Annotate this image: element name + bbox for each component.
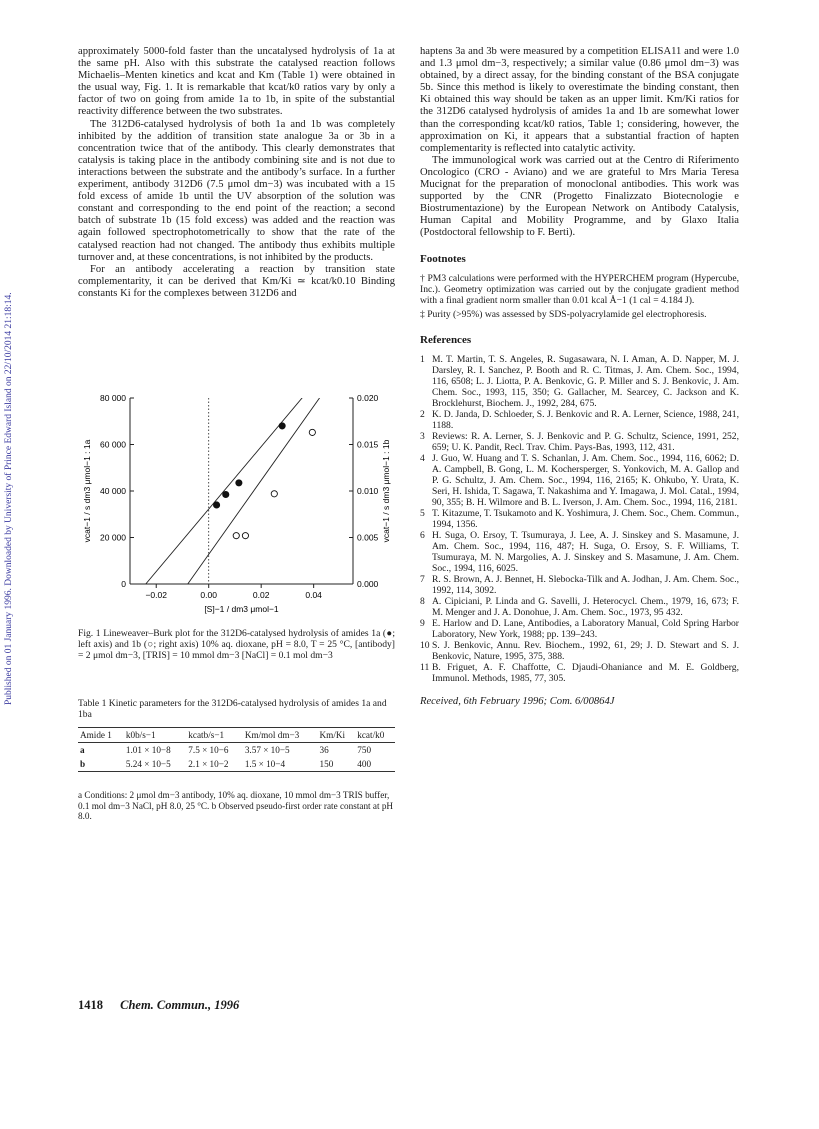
y-left-tick-label: 80 000 [100, 393, 126, 403]
reference-item: 4 J. Guo, W. Huang and T. S. Schanlan, J. Am. Chem. Soc., 1994, 116, 6062; D. A. Campbell, B. Gong, L. M. Kochersperger, S. Yonkovich, M. A. Gallop and P. G. Schultz, J. Am. Chem. Soc., 1994, 116, 2165; K. Ohkubo, Y. Urata, K. Seri, H. Ishida, T. Sagawa, T. Nakashima and Y. Imagawa, J. Mol. Catal., 1994, 90, 355; B. H. Wilmore and B. L. Iverson, J. Am. Chem. Soc., 1994, 116, 2181. [420, 452, 739, 508]
received-line: Received, 6th February 1996; Com. 6/00864J [420, 695, 615, 707]
footnote: ‡ Purity (>95%) was assessed by SDS-polyacrylamide gel electrophoresis. [420, 308, 707, 320]
table-cell: 750 [357, 745, 372, 755]
page-number: 1418 [78, 998, 103, 1012]
x-tick-label: 0.02 [252, 590, 270, 600]
table-header: kcat/k0 [357, 730, 385, 740]
table-footnote: a Conditions: 2 μmol dm−3 antibody, 10% aq. dioxane, 10 mmol dm−3 TRIS buffer, 0.1 mol dm−3 NaCl, pH 8.0, 25 °C. b Observed pseudo-first order rate constant at pH 8.0. [78, 790, 394, 821]
reference-item: 10 S. J. Benkovic, Annu. Rev. Biochem., 1992, 61, 29; J. D. Stewart and S. J. Benkovic, Nature, 1995, 375, 388. [420, 639, 739, 662]
download-stamp [4, 215, 18, 705]
table-caption: Table 1 Kinetic parameters for the 312D6-catalysed hydrolysis of amides 1a and 1ba [78, 698, 387, 720]
reference-item: 9 E. Harlow and D. Lane, Antibodies, a Laboratory Manual, Cold Spring Harbor Laboratory, New York, 1988; pp. 139–243. [420, 617, 739, 640]
table-cell: 7.5 × 10−6 [188, 745, 229, 755]
y-right-tick-label: 0.020 [357, 393, 379, 403]
paragraph: The 312D6-catalysed hydrolysis of both 1a and 1b was completely inhibited by the addition of transition state analogue 3a or 3b in a concentration twice that of the antibody. This clearly demonstrates that catalysis is taking place in the antibody combining site and is not due to interactions between the substrate and the antibody’s surface. In a further experiment, antibody 312D6 (7.5 μmol dm−3) was incubated with a 15 fold excess of amide 1b until the UV absorption of the solution was constant and corresponding to the end point of the reaction; a second batch of substrate 1b (15 fold excess) was added and the reaction was again followed spectrophotometrically to show that the rate of the catalysed reaction had not changed. The antibody thus exhibits multiple turnover and, at these concentrations, is not inhibited by the products. [78, 118, 395, 263]
y-right-axis-label: vcat−1 / s dm3 μmol−1 : 1b [381, 439, 391, 543]
y-left-axis-label: vcat−1 / s dm3 μmol−1 : 1a [82, 439, 92, 543]
table-cell: 150 [319, 759, 334, 769]
y-left-tick-label: 40 000 [100, 486, 126, 496]
figure-caption: Fig. 1 Lineweaver–Burk plot for the 312D6-catalysed hydrolysis of amides 1a (●; left axis) and 1b (○; right axis) 10% aq. dioxane, pH = 8.0, T = 25 °C, [antibody] = 2 μmol dm−3, [TRIS] = 10 mmol dm−3 [NaCl] = 0.1 mol dm−3 [78, 628, 395, 661]
y-right-tick-label: 0.005 [357, 532, 379, 543]
table-cell: 1.01 × 10−8 [125, 745, 171, 755]
reference-item: 11 B. Friguet, A. F. Chaffotte, C. Djaudi-Ohaniance and M. E. Goldberg, Immunol. Methods, 1985, 77, 305. [420, 661, 739, 684]
paragraph: For an antibody accelerating a reaction by transition state complementarity, it can be derived that Km/Ki ≃ kcat/k0.10 Binding constants Ki for the complexes between 312D6 and [78, 263, 395, 299]
download-stamp-text: Published on 01 January 1996. Downloaded by University of Prince Edward Island on 22/10/2014 21:18:14. [4, 292, 14, 705]
reference-item: 7 R. S. Brown, A. J. Bennet, H. Slebocka-Tilk and A. Jodhan, J. Am. Chem. Soc., 1992, 114, 3092. [420, 573, 739, 596]
data-point-1b [271, 491, 277, 497]
reference-item: 5 T. Kitazume, T. Tsukamoto and K. Yoshimura, J. Chem. Soc., Chem. Commun., 1994, 1356. [420, 507, 739, 530]
data-point-1a [213, 502, 219, 508]
left-column [78, 46, 395, 300]
table-header: kcatb/s−1 [188, 730, 225, 740]
page-footer [78, 998, 239, 1013]
y-right-tick-label: 0.010 [357, 486, 379, 496]
table-cell: 400 [357, 759, 372, 769]
table-header: Km/mol dm−3 [244, 730, 300, 740]
paragraph: The immunological work was carried out at the Centro di Riferimento Oncologico (CRO - Aviano) and we are grateful to Mrs Maria Teresa Mucignat for the preparation of monoclonal antibodies. This work was supported by the CNR (Progetto Finalizzato Biotecnologie e Biostrumentazione) by the European Network on Antibody Catalysis, Human Capital and Mobility Programme, and by Glaxo Italia (Postdoctoral fellowship to F. Berti). [420, 154, 739, 239]
table-header: k0b/s−1 [125, 730, 156, 740]
reference-item: 1 M. T. Martin, T. S. Angeles, R. Sugasawara, N. I. Aman, A. D. Napper, M. J. Darsley, R. I. Sanchez, P. Booth and R. C. Titmas, J. Am. Chem. Soc., 1994, 116, 6508; L. J. Liotta, P. A. Benkovic, G. P. Miller and S. J. Benkovic, J. Am. Chem. Soc., 1993, 115, 350; G. Gallacher, M. Searcey, C. Jackson and K. Brocklehurst, Biochem. J., 1992, 284, 675. [420, 353, 739, 409]
table-cell: a [80, 745, 85, 755]
x-tick-label: −0.02 [145, 590, 167, 600]
references-heading: References [420, 333, 472, 346]
data-point-1a [279, 423, 285, 429]
table-cell: b [80, 759, 86, 769]
reference-item: 6 H. Suga, O. Ersoy, T. Tsumuraya, J. Lee, A. J. Sinskey and S. Masamune, J. Am. Chem. Soc., 1994, 116, 487; H. Suga, O. Ersoy, S. F. Williams, T. Tsumuraya, M. N. Margolies, A. J. Sinskey and S. Masamune, J. Am. Chem. Soc., 1994, 116, 6025. [420, 529, 739, 574]
paragraph: haptens 3a and 3b were measured by a competition ELISA11 and were 1.0 and 1.3 μmol dm−3, respectively; a similar value (0.86 μmol dm−3) was obtained, by a direct assay, for the binding constant of the BSA conjugate 5b. Since this method is likely to overestimate the binding constant, then Ki obtained this way should be taken as an upper limit. Km/Ki ratios for the 312D6 catalysed hydrolysis of amides 1a and 1b are somewhat lower than the corresponding kcat/k0 ratios, Table 1; considering, however, the approximation on Ki, it appears that a substantial fraction of hapten complementarity is reflected into catalytic activity. [420, 46, 739, 154]
table-row [78, 757, 395, 772]
table-row [78, 743, 395, 758]
x-tick-label: 0.04 [305, 590, 322, 600]
table-header-row [78, 728, 395, 743]
y-left-tick-label: 0 [121, 579, 126, 589]
data-point-1b [233, 533, 239, 539]
reference-item: 2 K. D. Janda, D. Schloeder, S. J. Benkovic and R. A. Lerner, Science, 1988, 241, 1188. [420, 408, 739, 431]
y-right-tick-label: 0.000 [357, 579, 379, 589]
data-point-1b [242, 533, 248, 539]
x-axis-label: [S]−1 / dm3 μmol−1 [204, 604, 279, 614]
table-cell: 2.1 × 10−2 [188, 759, 229, 769]
reference-item: 8 A. Cipiciani, P. Linda and G. Savelli, J. Heterocycl. Chem., 1979, 16, 673; F. M. Menger and J. A. Donohue, J. Am. Chem. Soc., 1973, 95 432. [420, 595, 739, 618]
data-point-1a [236, 480, 242, 486]
figure-1-chart [78, 388, 395, 624]
x-tick-label: 0.00 [200, 590, 217, 600]
lineweaver-burk-plot [78, 388, 395, 624]
reference-item: 3 Reviews: R. A. Lerner, S. J. Benkovic and P. G. Schultz, Science, 1991, 252, 659; U. K. Pandit, Recl. Trav. Chim. Pays-Bas, 1993, 112, 431. [420, 430, 739, 453]
footnotes-heading: Footnotes [420, 252, 466, 265]
y-left-tick-label: 60 000 [100, 439, 126, 450]
reference-list [420, 354, 739, 684]
table-cell: 36 [319, 745, 329, 755]
paragraph: approximately 5000-fold faster than the uncatalysed hydrolysis of 1a at the same pH. Also with this substrate the catalysed reaction follows Michaelis–Menten kinetics and kcat and Km (Table 1) were obtained in the usual way, Fig. 1. It is remarkable that kcat/k0 ratios vary by only a factor of two on going from amide 1a to 1b, in spite of the substantial reactivity difference between the two substrates. [78, 46, 395, 118]
table-header: Amide 1 [80, 730, 112, 740]
table-cell: 5.24 × 10−5 [125, 759, 171, 769]
kinetic-table [78, 727, 395, 772]
table-cell: 1.5 × 10−4 [244, 759, 286, 769]
data-point-1a [223, 491, 229, 497]
y-left-tick-label: 20 000 [100, 532, 126, 543]
footnote: † PM3 calculations were performed with the HYPERCHEM program (Hypercube, Inc.). Geometry optimization was carried out by the conjugate gradient method with a final gradient norm smaller than 0.01 kcal Å−1 (1 cal = 4.184 J). [420, 272, 739, 306]
table-header: Km/Ki [319, 730, 346, 740]
table-cell: 3.57 × 10−5 [244, 745, 290, 755]
y-right-tick-label: 0.015 [357, 439, 379, 450]
data-point-1b [309, 429, 315, 435]
journal-name: Chem. Commun., 1996 [120, 998, 240, 1012]
right-column [420, 46, 739, 708]
